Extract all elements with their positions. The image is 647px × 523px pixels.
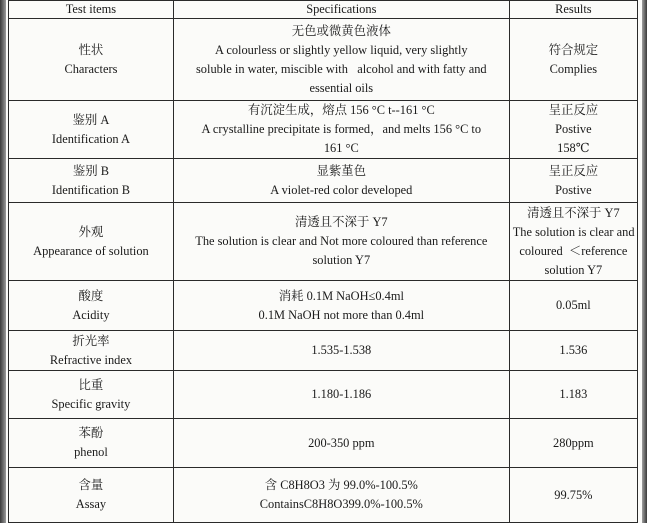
spec-line: 含 C8H8O3 为 99.0%-100.5% (264, 478, 418, 492)
test-item-cn: 比重 (78, 377, 104, 392)
result-line: solution Y7 (544, 262, 603, 277)
result-line: 1.183 (559, 387, 588, 401)
table-row (9, 101, 638, 159)
header-specifications: Specifications (173, 1, 509, 19)
test-item-en: Characters (64, 61, 118, 76)
test-item-cn: 外观 (78, 224, 104, 239)
page-right-edge (642, 0, 647, 523)
result-line: 0.05ml (555, 298, 591, 312)
spec-line: essential oils (309, 80, 374, 95)
test-item-cn: 性状 (78, 42, 104, 57)
test-item-en: Appearance of solution (33, 243, 149, 258)
test-item-en: Refractive index (49, 352, 133, 367)
spec-line: 0.1M NaOH not more than 0.4ml (258, 307, 425, 322)
result-line: Complies (549, 61, 598, 76)
spec-line: 有沉淀生成，熔点 156 °C t--161 °C (247, 103, 435, 117)
result-cell (509, 203, 637, 281)
test-item-en: Acidity (72, 307, 110, 322)
result-line: 99.75% (554, 487, 593, 502)
spec-line: The solution is clear and Not more coloured than reference (195, 234, 488, 248)
test-item-en: phenol (74, 445, 108, 459)
spec-line: 200-350 ppm (308, 435, 375, 450)
test-item-cell (9, 203, 174, 281)
test-item-en: Specific gravity (51, 396, 131, 411)
table-row (9, 159, 638, 203)
result-line: 清透且不深于 Y7 (527, 205, 620, 220)
test-item-en: Identification A (51, 131, 130, 146)
result-cell (509, 101, 637, 159)
test-item-cell (9, 419, 174, 468)
test-item-cell (9, 19, 174, 101)
test-item-cn: 鉴别 A (72, 112, 110, 127)
table-row (9, 331, 638, 371)
test-item-cn: 苯酚 (78, 426, 104, 440)
result-cell (509, 371, 637, 419)
test-item-cell (9, 101, 174, 159)
specification-table (8, 0, 638, 523)
test-item-cell (9, 371, 174, 419)
result-line: 呈正反应 (548, 103, 599, 117)
specification-cell (173, 419, 509, 468)
specification-cell (173, 203, 509, 281)
spec-line: ContainsC8H8O399.0%-100.5% (259, 497, 423, 511)
test-item-cn: 折光率 (72, 333, 110, 348)
specification-cell (173, 101, 509, 159)
table-row (9, 468, 638, 523)
result-cell (509, 159, 637, 203)
specification-cell (173, 371, 509, 419)
result-line: Postive (555, 122, 592, 136)
spec-line: A violet-red color developed (270, 182, 413, 197)
test-item-cell (9, 281, 174, 331)
spec-line: 消耗 0.1M NaOH≤0.4ml (278, 288, 404, 303)
table-row (9, 19, 638, 101)
test-item-cn: 鉴别 B (72, 163, 110, 178)
spec-line: A colourless or slightly yellow liquid, very slightly (214, 42, 468, 57)
result-line: 280ppm (553, 435, 594, 450)
table-row (9, 419, 638, 468)
specification-cell (173, 331, 509, 371)
test-item-cell (9, 331, 174, 371)
specification-cell (173, 19, 509, 101)
test-item-en: Identification B (51, 182, 130, 197)
spec-line: 1.180-1.186 (311, 387, 372, 401)
result-cell (509, 419, 637, 468)
result-line: Postive (555, 182, 592, 197)
specification-cell (173, 468, 509, 523)
table-row (9, 203, 638, 281)
test-item-cn: 酸度 (78, 288, 104, 303)
test-item-en: Assay (75, 497, 107, 511)
spec-line: 清透且不深于 Y7 (295, 215, 388, 229)
test-item-cell (9, 159, 174, 203)
spec-line: solution Y7 (312, 253, 371, 267)
table-row (9, 281, 638, 331)
header-results: Results (509, 1, 637, 19)
result-line: coloured ＜reference (519, 243, 628, 258)
spec-line: A crystalline precipitate is formed，and melts 156 °C to (201, 122, 482, 136)
result-line: 符合规定 (548, 42, 599, 57)
header-test-items: Test items (9, 1, 174, 19)
result-cell (509, 281, 637, 331)
specification-cell (173, 281, 509, 331)
test-item-cn: 含量 (78, 478, 104, 492)
spec-line: 显紫堇色 (316, 163, 367, 178)
table-row (9, 371, 638, 419)
spec-line: 161 °C (323, 141, 359, 155)
result-cell (509, 468, 637, 523)
result-line: 1.536 (559, 343, 588, 357)
header-row (9, 1, 638, 19)
test-item-cell (9, 468, 174, 523)
spec-line: soluble in water, miscible with alcohol and with fatty and (195, 61, 487, 76)
result-cell (509, 331, 637, 371)
specification-cell (173, 159, 509, 203)
result-line: The solution is clear and (512, 224, 635, 239)
result-line: 呈正反应 (548, 163, 599, 178)
spec-line: 无色或微黄色液体 (291, 23, 391, 38)
result-line: 158℃ (557, 141, 590, 155)
spec-line: 1.535-1.538 (311, 343, 372, 357)
result-cell (509, 19, 637, 101)
